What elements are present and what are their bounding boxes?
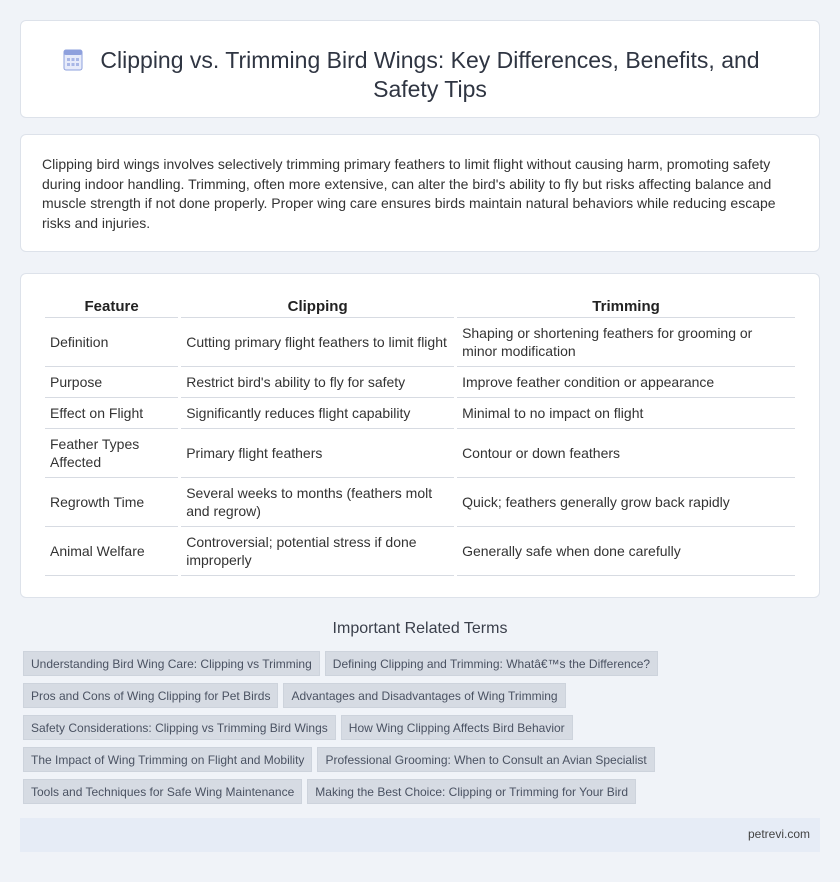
table-cell: Several weeks to months (feathers molt and regrow)	[181, 478, 454, 527]
table-cell: Purpose	[45, 367, 178, 398]
related-term-link[interactable]: Tools and Techniques for Safe Wing Maintenance	[23, 779, 302, 804]
related-term-link[interactable]: Safety Considerations: Clipping vs Trimming Bird Wings	[23, 715, 336, 740]
page-title: Clipping vs. Trimming Bird Wings: Key Differences, Benefits, and Safety Tips	[100, 47, 760, 102]
table-cell: Effect on Flight	[45, 398, 178, 429]
table-header-clipping: Clipping	[181, 296, 454, 318]
table-cell: Contour or down feathers	[457, 429, 795, 478]
footer	[20, 818, 820, 852]
table-cell: Generally safe when done carefully	[457, 527, 795, 576]
tag-row	[23, 747, 723, 779]
intro-paragraph: Clipping bird wings involves selectively trimming primary feathers to limit flight without causing harm, promoting safety during indoor handling. Trimming, often more extensive, can alter the bird's ability to fly but risks affecting balance and muscle strength if not done properly. Proper wing care ensures birds maintain natural behaviors while reducing escape risks and injuries.	[42, 156, 776, 231]
table-row	[45, 527, 795, 576]
related-term-link[interactable]: Understanding Bird Wing Care: Clipping vs Trimming	[23, 651, 320, 676]
related-term-link[interactable]: Advantages and Disadvantages of Wing Trimming	[283, 683, 565, 708]
table-header-row	[45, 296, 795, 318]
table-header-trimming: Trimming	[457, 296, 795, 318]
table-cell: Primary flight feathers	[181, 429, 454, 478]
table-cell: Animal Welfare	[45, 527, 178, 576]
table-row	[45, 318, 795, 367]
table-row	[45, 478, 795, 527]
table-cell: Regrowth Time	[45, 478, 178, 527]
related-terms-list	[23, 651, 723, 811]
related-term-link[interactable]: Making the Best Choice: Clipping or Trimming for Your Bird	[307, 779, 636, 804]
table-cell: Quick; feathers generally grow back rapidly	[457, 478, 795, 527]
intro-card	[20, 134, 820, 252]
related-terms-heading: Important Related Terms	[332, 620, 508, 637]
table-cell: Shaping or shortening feathers for grooming or minor modification	[457, 318, 795, 367]
related-term-link[interactable]: Professional Grooming: When to Consult an Avian Specialist	[317, 747, 654, 772]
table-row	[45, 398, 795, 429]
related-term-link[interactable]: Pros and Cons of Wing Clipping for Pet Birds	[23, 683, 278, 708]
table-cell: Definition	[45, 318, 178, 367]
table-row	[45, 429, 795, 478]
title-card	[20, 20, 820, 118]
comparison-table	[42, 296, 798, 576]
table-cell: Minimal to no impact on flight	[457, 398, 795, 429]
table-cell: Improve feather condition or appearance	[457, 367, 795, 398]
tag-row	[23, 715, 723, 747]
table-cell: Feather Types Affected	[45, 429, 178, 478]
related-term-link[interactable]: Defining Clipping and Trimming: Whatâ€™s the Difference?	[325, 651, 658, 676]
site-name[interactable]: petrevi.com	[747, 827, 810, 841]
tag-row	[23, 779, 723, 811]
table-cell: Cutting primary flight feathers to limit flight	[181, 318, 454, 367]
table-row	[45, 367, 795, 398]
related-term-link[interactable]: How Wing Clipping Affects Bird Behavior	[341, 715, 573, 740]
tag-row	[23, 651, 723, 683]
related-term-link[interactable]: The Impact of Wing Trimming on Flight and Mobility	[23, 747, 312, 772]
table-cell: Controversial; potential stress if done improperly	[181, 527, 454, 576]
tag-row	[23, 683, 723, 715]
table-cell: Significantly reduces flight capability	[181, 398, 454, 429]
table-cell: Restrict bird's ability to fly for safety	[181, 367, 454, 398]
table-header-feature: Feature	[45, 296, 178, 318]
comparison-table-card	[20, 273, 820, 598]
